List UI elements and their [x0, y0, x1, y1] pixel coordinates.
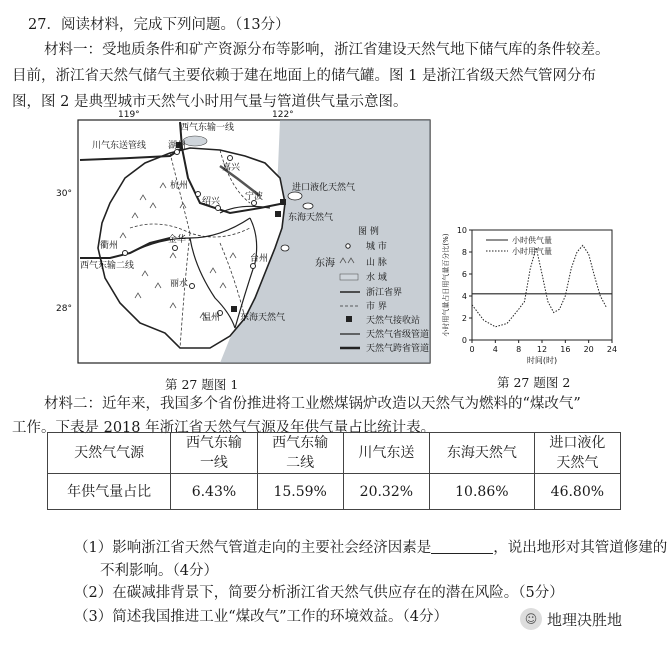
material1-line1: 材料一：受地质条件和矿产资源分布等影响，浙江省建设天然气地下储气库的条件较差。 — [44, 42, 610, 58]
legend-province-border: 浙江省界 — [366, 288, 403, 298]
figure1-caption: 第 27 题图 1 — [165, 377, 239, 392]
y-tick-label: 0 — [461, 336, 467, 345]
table-cell: 20.32% — [343, 474, 429, 510]
table-header-label: 天然气气源 — [48, 433, 171, 474]
table-cell: 川气东送 — [343, 433, 429, 474]
answer-blank[interactable] — [431, 537, 493, 554]
city-ningbo: 宁波 — [245, 192, 264, 202]
gas-usage-chart — [440, 222, 630, 370]
lat-label-30: 30° — [56, 189, 72, 199]
label-east-sea-gas-1: 东海天然气 — [288, 213, 334, 223]
label-lng-import: 进口液化天然气 — [292, 183, 356, 193]
city-taizhou: 台州 — [250, 254, 269, 264]
y-tick-label: 8 — [461, 248, 467, 257]
sub-question-3: （3）简述我国推进工业“煤改气”工作的环境效益。（4分） — [74, 609, 449, 625]
table-row-label: 年供气量占比 — [48, 474, 171, 510]
city-huzhou: 湖州 — [168, 141, 187, 151]
table-cell: 6.43% — [171, 474, 257, 510]
city-jinhua: 金华 — [168, 235, 187, 245]
x-tick-label: 24 — [606, 345, 618, 354]
label-west-east-1: 西气东输一线 — [180, 123, 235, 133]
table-cell: 西气东输 二线 — [257, 433, 343, 474]
series-usage-line — [472, 245, 606, 326]
legend-water: 水 域 — [366, 273, 387, 283]
table-cell: 进口液化 天然气 — [534, 433, 620, 474]
y-axis-label: 小时用气量占日用气量百分比(%) — [442, 233, 450, 337]
table-cell: 东海天然气 — [429, 433, 534, 474]
x-tick-label: 20 — [583, 345, 594, 354]
x-tick-label: 0 — [469, 345, 475, 354]
x-tick-label: 4 — [492, 345, 498, 354]
label-west-east-2: 西气东输二线 — [80, 261, 135, 271]
x-tick-label: 8 — [516, 345, 522, 354]
table-cell: 46.80% — [534, 474, 620, 510]
y-tick-label: 10 — [456, 226, 467, 235]
y-tick-label: 6 — [461, 270, 467, 279]
figure2-caption: 第 27 题图 2 — [497, 375, 571, 390]
material2-line2: 工作。下表是 2018 年浙江省天然气气源及年供气量占比统计表。 — [12, 420, 436, 436]
sub-question-1-line2: 不利影响。（4分） — [100, 563, 218, 579]
label-east-sea: 东海 — [315, 258, 335, 269]
material1-line2: 目前，浙江省天然气储气主要依赖于建在地面上的储气罐。图 1 是浙江省级天然气管网分布 — [12, 68, 596, 84]
material1-line3: 图，图 2 是典型城市天然气小时用气量与管道供气量示意图。 — [12, 94, 408, 110]
legend-interprovince-pipe: 天然气跨省管道 — [366, 344, 430, 354]
table-row — [48, 433, 621, 474]
y-tick-label: 2 — [461, 314, 467, 323]
city-lishui: 丽水 — [170, 279, 189, 289]
wechat-icon: ☺ — [520, 608, 542, 630]
table-cell: 15.59% — [257, 474, 343, 510]
lon-label-122: 122° — [272, 110, 294, 120]
table-cell: 西气东输 一线 — [171, 433, 257, 474]
x-tick-label: 12 — [536, 345, 548, 354]
city-quzhou: 衢州 — [100, 241, 119, 251]
city-shaoxing: 绍兴 — [202, 197, 221, 207]
material2-line1: 材料二：近年来，我国多个省份推进将工业燃煤锅炉改造以天然气为燃料的“煤改气” — [44, 396, 581, 412]
zhejiang-pipeline-map — [56, 108, 440, 370]
label-sichuan-east: 川气东送管线 — [92, 141, 147, 151]
sub-question-1: （1）影响浙江省天然气管道走向的主要社会经济因素是 ，说出地形对其管道修建的 — [74, 535, 667, 561]
city-hangzhou: 杭州 — [170, 181, 189, 191]
label-east-sea-gas-2: 东海天然气 — [240, 313, 286, 323]
city-jiaxing: 嘉兴 — [222, 163, 241, 173]
legend-city: 城 市 — [366, 242, 387, 252]
legend-usage-label: 小时用气量 — [512, 247, 552, 256]
sub-question-2: （2）在碳减排背景下，简要分析浙江省天然气供应存在的潜在风险。（5分） — [74, 585, 564, 601]
lon-label-119: 119° — [118, 110, 140, 120]
legend-supply-label: 小时供气量 — [512, 236, 552, 245]
table-row — [48, 474, 621, 510]
city-wenzhou: 温州 — [202, 313, 221, 323]
lat-label-28: 28° — [56, 304, 72, 314]
legend-city-border: 市 界 — [366, 302, 387, 312]
watermark-text: 地理决胜地 — [546, 610, 622, 629]
legend-provincial-pipe: 天然气省级管道 — [366, 330, 430, 340]
legend-mountain: 山 脉 — [366, 258, 387, 268]
y-tick-label: 4 — [461, 292, 467, 301]
table-cell: 10.86% — [429, 474, 534, 510]
gas-source-table — [47, 432, 621, 510]
legend-title: 图 例 — [358, 227, 379, 237]
question-title: 27．阅读材料，完成下列问题。（13分） — [28, 17, 290, 33]
x-axis-label: 时间(时) — [526, 356, 558, 365]
legend-station: 天然气接收站 — [366, 316, 421, 326]
watermark — [520, 608, 622, 630]
x-tick-label: 16 — [560, 345, 571, 354]
